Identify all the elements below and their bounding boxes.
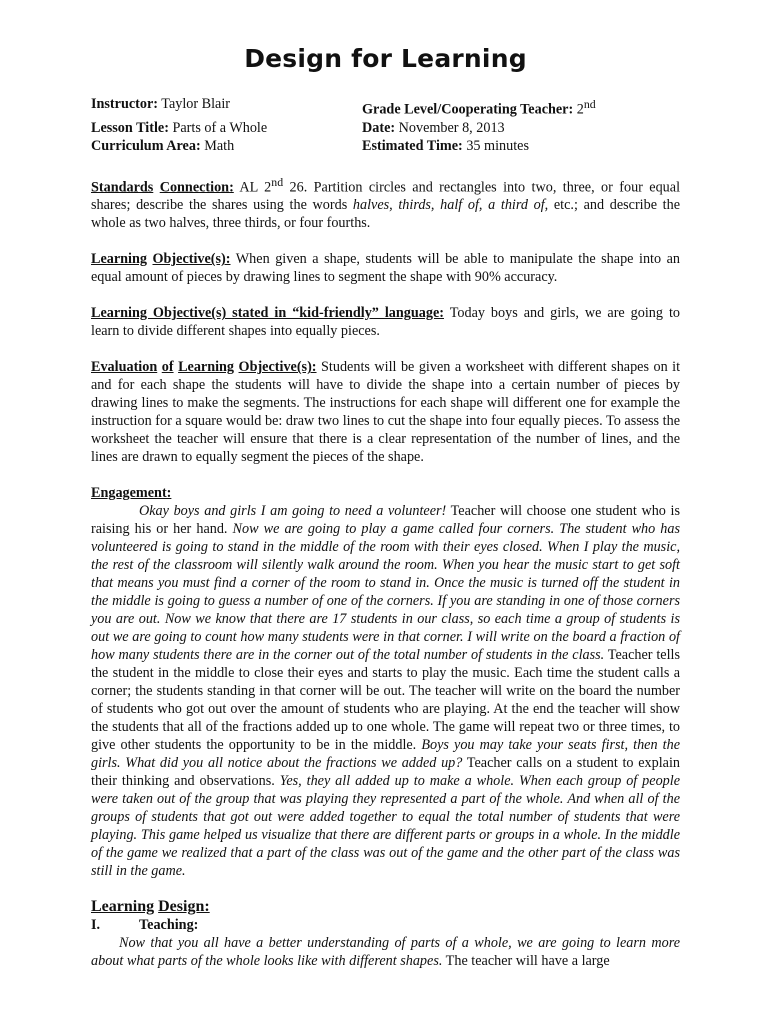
objective-text: When given a shape, students will be able to manipulate the shape into an equal amount of pieces by drawing lines to segment the shape with 90% accuracy. <box>91 251 680 286</box>
engagement-label: Engagement: <box>91 485 172 502</box>
kid-friendly-label: Learning Objective(s) stated in “kid-friendly” language: <box>91 305 444 322</box>
standards-text-2: etc.; and describe the whole as two halves, three thirds, or four fourths. <box>91 197 680 232</box>
design-label-a: Learning <box>91 898 155 916</box>
time-label: Estimated Time: <box>362 137 463 154</box>
teaching-plain: The teacher will have a large <box>442 953 610 970</box>
time-row <box>362 137 680 155</box>
standards-code: AL 2 <box>239 179 272 196</box>
engagement-text-2: Teacher tells the student in the middle to close their eyes and starts to play the music. Each time the student calls a corner; the students standing in that corner will be out. The teacher will write on the board the number of students who got out over the amount of students who are playing. At the end the teacher will show the students that all of the fractions added up to one whole. The game will repeat two or three times, to give other students the opportunity to be in the middle. <box>91 647 680 754</box>
learning-design-heading <box>91 898 680 916</box>
teaching-label: Teaching: <box>139 917 199 934</box>
objective-label-b: Objective(s): <box>152 251 231 268</box>
teaching-text <box>91 934 680 970</box>
evaluation-label-d: Objective(s): <box>238 359 317 376</box>
area-row <box>91 137 362 155</box>
lesson-row <box>91 119 362 137</box>
engagement-italic-2: Now we are going to play a game called four corners. The student who has volunteered is going to stand in the middle of the room with their eyes closed. When I play the music, the rest of the classroom will silently walk around the room. When you hear the music start to get soft that means you must find a corner of the room to stand in. Once the music is turned off the student in the middle is going to guess a number of one of the corners. If you are standing in one of those corners you are out. Now we know that there are 17 students in our class, so each time a group of students is out we are going to count how many students were in that corner. I will write on the board a fraction of how many students there are in the corner out of the total number of students in the class. <box>91 521 680 664</box>
evaluation-section <box>91 358 680 466</box>
engagement-text-3: Teacher calls on a student to explain their thinking and observations. <box>91 755 680 790</box>
teaching-number: I. <box>91 917 101 934</box>
standards-sup: nd <box>271 174 284 189</box>
grade-row <box>362 95 680 119</box>
kid-friendly-text: Today boys and girls, we are going to learn to divide different shapes into equally pieces. <box>91 305 680 340</box>
evaluation-label-c: Learning <box>178 359 235 376</box>
date-row <box>362 119 680 137</box>
grade-value: 2 <box>576 101 584 118</box>
lesson-meta <box>91 95 680 155</box>
teaching-italic: Now that you all have a better understanding of parts of a whole, we are going to learn more about what parts of the whole looks like with different shapes. <box>91 935 680 970</box>
standards-italic: halves, thirds, half of, a third of, <box>352 197 549 214</box>
date-label: Date: <box>362 119 396 136</box>
evaluation-label-b: of <box>161 359 174 376</box>
standards-section <box>91 173 680 233</box>
time-value: 35 minutes <box>466 137 529 154</box>
area-value: Math <box>204 137 235 154</box>
engagement-italic-3: Boys you may take your seats first, then the girls. What did you all notice about the fractions we added up? <box>91 737 680 772</box>
learning-design-section <box>91 898 680 970</box>
engagement-text-1: Teacher will choose one student who is raising his or her hand. <box>91 503 680 538</box>
connection-label: Connection: <box>159 179 234 196</box>
lesson-value: Parts of a Whole <box>172 119 268 136</box>
evaluation-label-a: Evaluation <box>91 359 158 376</box>
engagement-italic-1: Okay boys and girls I am going to need a volunteer! <box>139 503 447 520</box>
document-title: Design for Learning <box>244 44 527 73</box>
area-label: Curriculum Area: <box>91 137 201 154</box>
standards-text-1: 26. Partition circles and rectangles into two, three, or four equal shares; describe the shares using the words <box>91 179 681 214</box>
engagement-italic-4: Yes, they all added up to make a whole. When each group of people were taken out of the group that was playing they represented a part of the whole. And when all of the groups of students that got out were added together to equal the total number of students that were playing. This game helped us visualize that there are different parts or groups in a whole. In the middle of the game we realized that a part of the class was out of the game and the other part of the class was still in the game. <box>91 773 680 880</box>
objective-label-a: Learning <box>91 251 147 268</box>
date-value: November 8, 2013 <box>398 119 505 136</box>
instructor-label: Instructor: <box>91 96 158 112</box>
standards-label: Standards <box>91 179 154 196</box>
engagement-body <box>91 502 680 880</box>
engagement-section <box>91 484 680 880</box>
instructor-value: Taylor Blair <box>161 96 231 112</box>
kid-friendly-section <box>91 304 680 340</box>
evaluation-text: Students will be given a worksheet with different shapes on it and for each shape the students will have to divide the shape into a certain number of pieces by drawing lines to make the segments. The instructions for each shape will different one for example the instruction for a square would be: draw two lines to cut the shape into four equally pieces. To assess the worksheet the teacher will ensure that there is a clear representation of the number of lines, and the lines are drawn to equally segment the pieces of the shape. <box>91 359 681 466</box>
objective-section <box>91 250 680 286</box>
lesson-label: Lesson Title: <box>91 119 169 136</box>
teaching-row <box>91 916 680 934</box>
grade-sup: nd <box>583 97 596 111</box>
design-label-b: Design: <box>158 898 210 916</box>
grade-label: Grade Level/Cooperating Teacher: <box>362 101 574 118</box>
instructor-row <box>91 95 362 119</box>
